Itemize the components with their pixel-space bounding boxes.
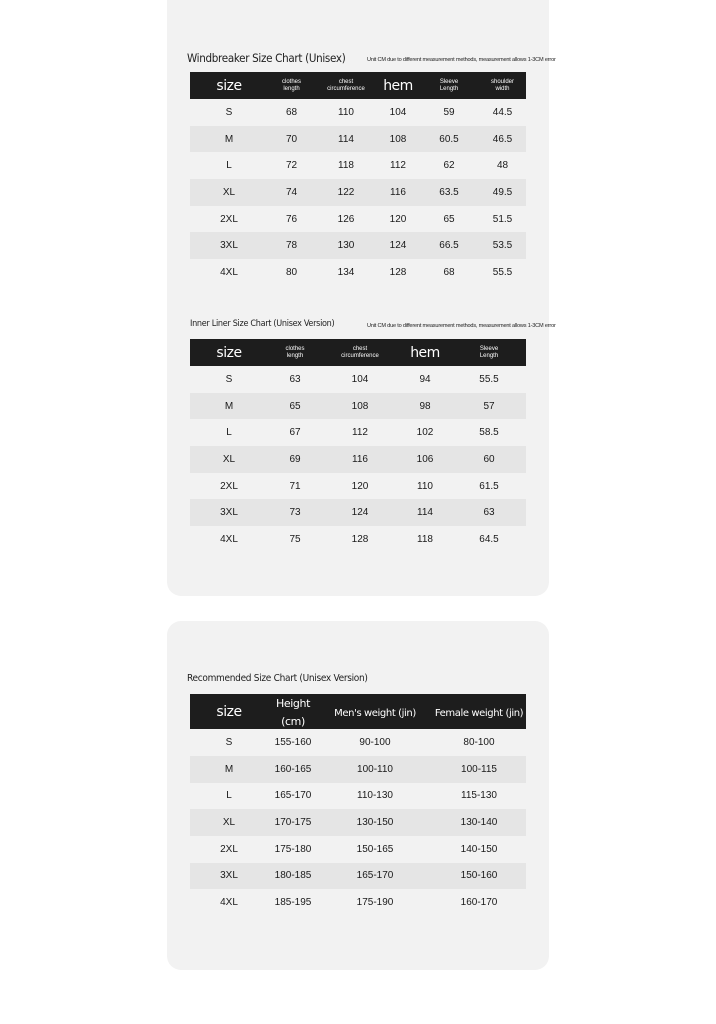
value-cell: 106 [398,446,452,473]
value-cell: 49.5 [479,179,526,206]
size-cell: 2XL [220,480,238,492]
value-cell: 72 [285,160,298,172]
windbreaker-title: Windbreaker Size Chart (Unisex) [187,51,346,65]
value-cell: 68 [443,266,455,278]
value-cell: 55.5 [492,266,513,278]
table-row [190,756,526,783]
header-hem: hem [377,72,419,99]
value-cell: 112 [352,427,368,439]
value-cell: 110-130 [357,790,393,802]
recommended-table [190,694,526,916]
size-cell: L [226,427,232,439]
value-cell: 64.5 [479,533,499,545]
table-row [190,259,526,286]
value-cell: 175-180 [274,843,312,855]
value-cell: 185-195 [274,897,312,909]
value-cell: 118 [417,533,433,545]
liner-note: Unit CM due to different measurement methods, measurement allows 1-3CM error [367,323,556,329]
size-cell: 3XL [190,232,268,259]
value-cell: 160-165 [268,756,318,783]
value-cell: 65 [268,393,322,420]
table-row [190,152,526,179]
value-cell: 73 [268,499,322,526]
value-cell: 60.5 [419,126,479,153]
header-clothes-length: clothes length [268,339,322,366]
header-shoulder-width: shoulder width [479,72,526,99]
value-cell: 165-170 [274,790,312,802]
value-cell: 94 [419,373,431,385]
size-cell: M [190,756,268,783]
value-cell: 63.5 [419,179,479,206]
value-cell: 44.5 [492,106,513,118]
value-cell: 128 [351,533,369,545]
header-chest-circumference: chest circumference [322,339,398,366]
value-cell: 66.5 [419,232,479,259]
value-cell: 61.5 [479,480,499,492]
value-cell: 65 [443,213,455,225]
windbreaker-table [190,72,526,286]
table-header-row [190,339,526,366]
size-cell: S [225,737,233,749]
table-row [190,836,526,863]
table-row [190,729,526,756]
size-cell: 3XL [190,863,268,890]
table-row [190,126,526,153]
size-cell: L [226,790,232,802]
value-cell: 78 [268,232,315,259]
size-cell: 3XL [190,499,268,526]
value-cell: 68 [285,106,298,118]
table-row [190,393,526,420]
value-cell: 122 [315,179,377,206]
table-row [190,863,526,890]
value-cell: 114 [398,499,452,526]
value-cell: 150-160 [432,863,526,890]
table-row [190,889,526,916]
value-cell: 100-110 [318,756,432,783]
value-cell: 116 [322,446,398,473]
liner-title: Inner Liner Size Chart (Unisex Version) [190,319,335,329]
recommended-title: Recommended Size Chart (Unisex Version) [187,673,368,684]
header-female-weight: Female weight (jin) [432,694,526,729]
size-cell: M [190,126,268,153]
windbreaker-note: Unit CM due to different measurement methods, measurement allows 1-3CM error [367,57,556,63]
value-cell: 90-100 [359,737,391,749]
table-header-row [190,72,526,99]
value-cell: 130 [315,232,377,259]
value-cell: 71 [289,480,301,492]
value-cell: 160-170 [460,897,498,909]
liner-table [190,339,526,553]
header-clothes-length: clothes length [268,72,315,99]
value-cell: 80-100 [463,737,495,749]
value-cell: 150-165 [356,843,394,855]
value-cell: 75 [289,533,301,545]
value-cell: 126 [337,213,355,225]
table-row [190,499,526,526]
value-cell: 130-140 [432,809,526,836]
value-cell: 60 [452,446,526,473]
value-cell: 110 [417,480,433,492]
value-cell: 80 [285,266,298,278]
value-cell: 108 [322,393,398,420]
value-cell: 140-150 [460,843,498,855]
value-cell: 165-170 [318,863,432,890]
value-cell: 175-190 [356,897,394,909]
value-cell: 58.5 [479,427,499,439]
header-sleeve-length: Sleeve Length [419,72,479,99]
value-cell: 128 [389,266,407,278]
header-size: size [190,72,268,99]
table-header-row [190,694,526,729]
header-hem: hem [398,339,452,366]
value-cell: 51.5 [492,213,513,225]
value-cell: 112 [390,160,406,172]
size-cell: S [225,373,233,385]
header-sleeve-length: Sleeve Length [452,339,526,366]
value-cell: 70 [268,126,315,153]
size-cell: XL [190,446,268,473]
value-cell: 134 [337,266,355,278]
table-row [190,366,526,393]
value-cell: 67 [289,427,301,439]
table-row [190,232,526,259]
table-row [190,99,526,126]
header-chest-circumference: chest circumference [315,72,377,99]
table-row [190,179,526,206]
table-row [190,473,526,500]
size-cell: 4XL [220,533,238,545]
value-cell: 124 [322,499,398,526]
value-cell: 48 [496,160,509,172]
value-cell: 110 [338,106,354,118]
value-cell: 124 [377,232,419,259]
header-mens-weight: Men's weight (jin) [318,694,432,729]
value-cell: 98 [398,393,452,420]
header-height: Height (cm) [268,694,318,729]
value-cell: 74 [268,179,315,206]
size-cell: 4XL [220,266,238,278]
table-row [190,446,526,473]
size-cell: XL [190,179,268,206]
value-cell: 180-185 [268,863,318,890]
value-cell: 102 [416,427,434,439]
value-cell: 170-175 [268,809,318,836]
value-cell: 120 [389,213,407,225]
value-cell: 104 [389,106,407,118]
size-cell: 4XL [220,897,238,909]
value-cell: 69 [268,446,322,473]
value-cell: 115-130 [461,790,497,802]
value-cell: 116 [377,179,419,206]
value-cell: 120 [351,480,369,492]
size-cell: S [225,106,233,118]
value-cell: 114 [315,126,377,153]
value-cell: 55.5 [479,373,499,385]
value-cell: 53.5 [479,232,526,259]
size-cell: 2XL [220,843,238,855]
value-cell: 63 [289,373,301,385]
header-size: size [190,339,268,366]
table-row [190,783,526,810]
size-cell: M [190,393,268,420]
table-row [190,809,526,836]
table-row [190,206,526,233]
value-cell: 76 [285,213,298,225]
size-cell: L [226,160,232,172]
size-cell: 2XL [220,213,238,225]
value-cell: 130-150 [318,809,432,836]
value-cell: 57 [452,393,526,420]
value-cell: 100-115 [432,756,526,783]
size-cell: XL [190,809,268,836]
table-row [190,419,526,446]
value-cell: 104 [351,373,369,385]
value-cell: 46.5 [479,126,526,153]
value-cell: 63 [452,499,526,526]
value-cell: 59 [443,106,455,118]
value-cell: 118 [338,160,354,172]
header-size: size [190,694,268,729]
value-cell: 62 [443,160,455,172]
value-cell: 155-160 [274,737,312,749]
table-row [190,526,526,553]
value-cell: 108 [377,126,419,153]
